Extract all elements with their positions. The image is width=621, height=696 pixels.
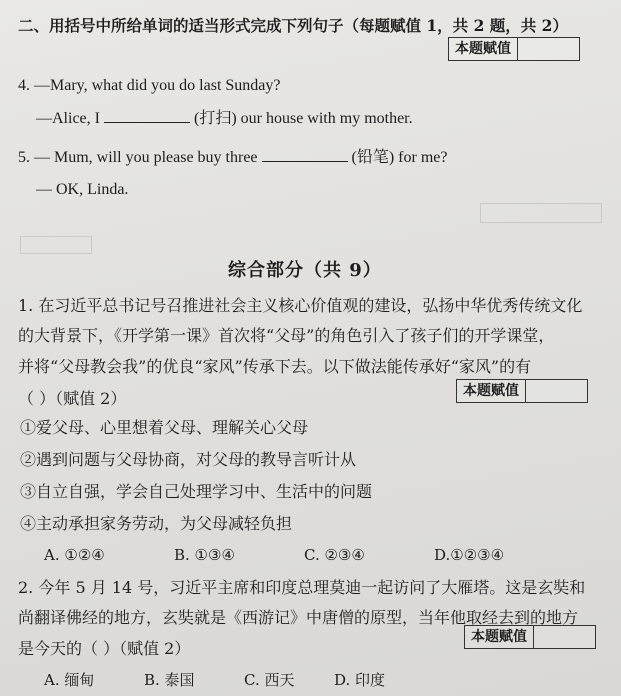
bleed-through-mark [20, 236, 92, 254]
answer-blank[interactable] [262, 145, 348, 162]
score-box [456, 379, 588, 403]
section-2-heading: 二、用括号中所给单词的适当形式完成下列句子（每题赋值 1，共 2 题，共 2） [18, 16, 568, 35]
q2-option-b[interactable]: B. 泰国 [144, 671, 195, 689]
question-5-answer: — OK, Linda. [36, 181, 129, 198]
q1-answer-bracket[interactable]: （ ）（赋值 2） [18, 389, 127, 408]
q1-option-a[interactable]: A. ①②④ [44, 546, 105, 564]
score-box-label: 本题赋值 [457, 380, 526, 402]
q2-option-d[interactable]: D. 印度 [334, 671, 386, 689]
answer-hint: (打扫) our house with my mother. [193, 110, 413, 127]
question-number: 4. [18, 77, 30, 94]
q1-line: 并将“父母教会我”的优良“家风”传承下去。以下做法能传承好“家风”的有 [18, 357, 532, 376]
question-text: —Mary, what did you do last Sunday? [34, 77, 281, 94]
q1-option-d[interactable]: D.①②③④ [434, 546, 505, 564]
q1-statement: ③自立自强，学会自己处理学习中、生活中的问题 [20, 482, 373, 501]
score-box-label: 本题赋值 [465, 626, 534, 648]
score-box-value[interactable] [518, 38, 579, 60]
q1-statement: ②遇到问题与父母协商，对父母的教导言听计从 [20, 450, 357, 469]
score-box-value[interactable] [526, 380, 587, 402]
q1-option-b[interactable]: B. ①③④ [174, 546, 235, 564]
question-4-answer [36, 106, 413, 129]
section-title: 综合部分（共 9） [228, 260, 382, 281]
q2-line: 2. 今年 5 月 14 号，习近平主席和印度总理莫迪一起访问了大雁塔。这是玄奘和 [18, 578, 586, 597]
q2-option-c[interactable]: C. 西天 [244, 671, 295, 689]
answer-blank[interactable] [104, 106, 190, 123]
score-box [448, 37, 580, 61]
q2-line: 尚翻译佛经的地方，玄奘就是《西游记》中唐僧的原型，当年他取经去到的地方 [18, 608, 579, 627]
q1-statement: ①爱父母、心里想着父母、理解关心父母 [20, 418, 309, 437]
q2-answer-bracket[interactable]: 是今天的（ ）（赋值 2） [18, 639, 191, 658]
answer-prefix: —Alice, I [36, 110, 100, 127]
q1-statement: ④主动承担家务劳动，为父母减轻负担 [20, 514, 293, 533]
q2-option-a[interactable]: A. 缅甸 [44, 671, 95, 689]
q1-line: 的大背景下，《开学第一课》首次将“父母”的角色引入了孩子们的开学课堂， [18, 326, 555, 345]
answer-hint: (铅笔) for me? [351, 149, 448, 166]
question-4-prompt [18, 76, 280, 96]
q1-line: 1. 在习近平总书记号召推进社会主义核心价值观的建设，弘扬中华优秀传统文化 [18, 296, 583, 315]
question-text: — Mum, will you please buy three [34, 149, 258, 166]
bleed-through-mark [480, 203, 602, 223]
question-number: 5. [18, 149, 30, 166]
question-5-prompt [18, 145, 447, 168]
score-box-label: 本题赋值 [449, 38, 518, 60]
q1-option-c[interactable]: C. ②③④ [304, 546, 365, 564]
score-box [464, 625, 596, 649]
score-box-value[interactable] [534, 626, 595, 648]
